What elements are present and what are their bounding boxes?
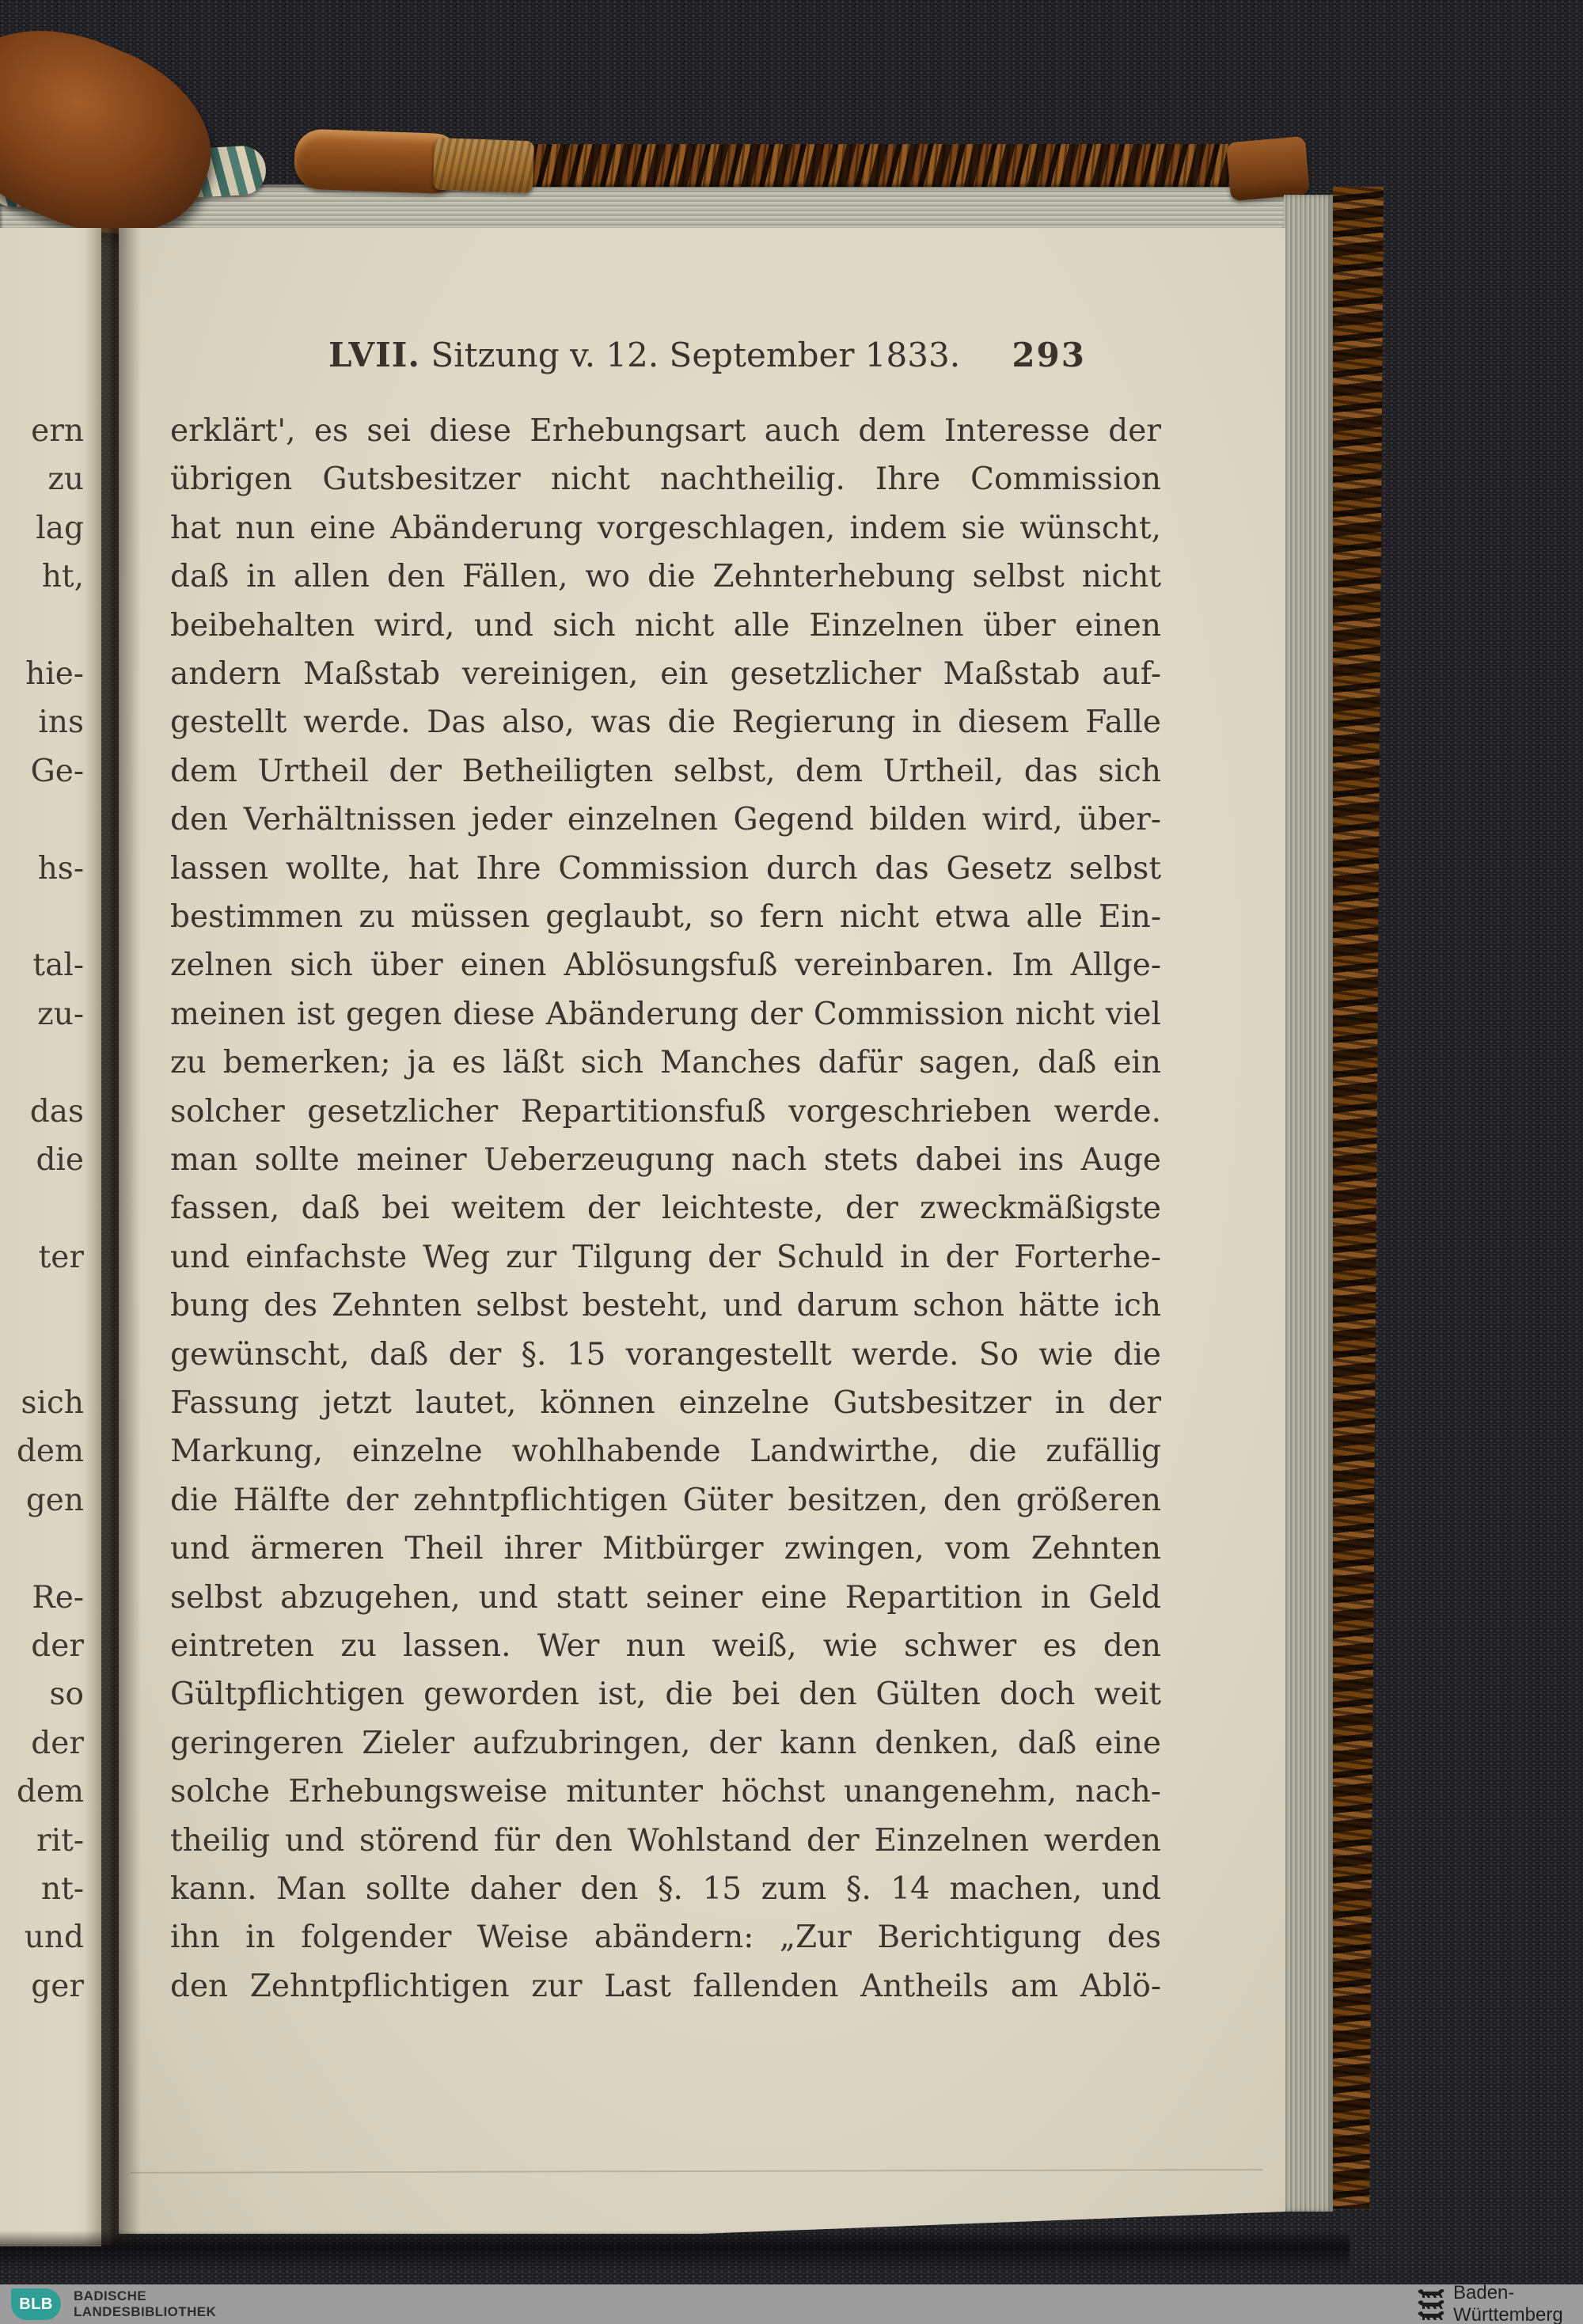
body-line: andern Maßstab vereinigen, ein gesetzlicher Maßstab auf-	[170, 656, 1161, 692]
body-line: und ärmeren Theil ihrer Mitbürger zwingen, vom Zehnten	[170, 1531, 1161, 1567]
facing-page-line-fragment: so	[49, 1677, 84, 1713]
body-line: zu bemerken; ja es läßt sich Manches dafür sagen, daß ein	[170, 1045, 1161, 1081]
body-line: übrigen Gutsbesitzer nicht nachtheilig. Ihre Commission	[170, 461, 1161, 498]
facing-page-line-fragment: und	[24, 1920, 84, 1956]
facing-page-line-fragment: gen	[25, 1482, 84, 1518]
gutter-fold-shadow	[85, 228, 141, 2245]
facing-page-line-fragment: rit-	[36, 1822, 84, 1859]
facing-page-line-fragment: ter	[38, 1239, 84, 1275]
body-line: solcher gesetzlicher Repartitionsfuß vorgeschrieben werde.	[170, 1093, 1161, 1130]
body-line: hat nun eine Abänderung vorgeschlagen, indem sie wünscht,	[170, 510, 1161, 546]
body-line: daß in allen den Fällen, wo die Zehnterhebung selbst nicht	[170, 559, 1161, 595]
spine-leather-torn-patch	[433, 138, 534, 193]
body-line: meinen ist gegen diese Abänderung der Commission nicht viel	[170, 996, 1161, 1032]
body-line: ihn in folgender Weise abändern: „Zur Berichtigung des	[170, 1920, 1161, 1956]
blb-logo-badge: BLB	[11, 2288, 61, 2320]
lion-icon	[1417, 2311, 1445, 2321]
body-line: bestimmen zu müssen geglaubt, so fern nicht etwa alle Ein-	[170, 899, 1161, 935]
body-line: Fassung jetzt lautet, können einzelne Gutsbesitzer in der	[170, 1385, 1161, 1421]
body-line: geringeren Zieler aufzubringen, der kann denken, daß eine	[170, 1725, 1161, 1761]
body-line: bung des Zehnten selbst besteht, und darum schon hätte ich	[170, 1288, 1161, 1324]
fore-edge-page-stack	[1284, 195, 1333, 2212]
body-line: den Zehntpflichtigen zur Last fallenden Antheils am Ablö-	[170, 1968, 1161, 2004]
body-line: theilig und störend für den Wohlstand der Einzelnen werden	[170, 1822, 1161, 1859]
facing-page-line-fragment: lag	[36, 510, 84, 546]
library-name-line2: LANDESBIBLIOTHEK	[74, 2304, 217, 2319]
facing-page-line-fragment: zu	[47, 461, 84, 498]
session-title: Sitzung v. 12. September 1833.	[431, 336, 961, 374]
page-bottom-shadow	[0, 2231, 1350, 2272]
body-line: dem Urtheil der Betheiligten selbst, dem Urtheil, das sich	[170, 753, 1161, 789]
body-line: die Hälfte der zehntpflichtigen Güter besitzen, den größeren	[170, 1482, 1161, 1518]
body-line: kann. Man sollte daher den §. 15 zum §. 14 machen, und	[170, 1871, 1161, 1907]
body-line: fassen, daß bei weitem der leichteste, der zweckmäßigste	[170, 1190, 1161, 1227]
top-board-marbled-edge	[507, 144, 1251, 187]
viewer-footer-bar	[0, 2284, 1583, 2324]
facing-page-line-fragment: dem	[16, 1434, 84, 1470]
body-line: gestellt werde. Das also, was die Regierung in diesem Falle	[170, 704, 1161, 741]
body-line: den Verhältnissen jeder einzelnen Gegend bilden wird, über-	[170, 802, 1161, 838]
session-number: LVII.	[328, 336, 421, 374]
body-line: selbst abzugehen, und statt seiner eine Repartition in Geld	[170, 1579, 1161, 1616]
body-line: Markung, einzelne wohlhabende Landwirthe, die zufällig	[170, 1434, 1161, 1470]
baden-wuerttemberg-coat-of-arms-icon	[1417, 2288, 1445, 2321]
facing-page-line-fragment: das	[29, 1093, 84, 1130]
lion-icon	[1417, 2299, 1445, 2310]
state-name: Baden-Württemberg	[1453, 2282, 1563, 2324]
body-line: beibehalten wird, und sich nicht alle Einzelnen über einen	[170, 607, 1161, 644]
body-line: Gültpflichtigen geworden ist, die bei den Gülten doch weit	[170, 1677, 1161, 1713]
library-name-line1: BADISCHE	[74, 2288, 146, 2303]
facing-page-line-fragment: Ge-	[30, 753, 84, 789]
body-line: erklärt', es sei diese Erhebungsart auch dem Interesse der	[170, 413, 1161, 449]
facing-page-line-fragment: hs-	[37, 850, 84, 887]
body-line: eintreten zu lassen. Wer nun weiß, wie schwer es den	[170, 1628, 1161, 1664]
body-line: gewünscht, daß der §. 15 vorangestellt werde. So wie die	[170, 1336, 1161, 1373]
page-header	[170, 336, 1161, 391]
body-line: solche Erhebungsweise mitunter höchst unangenehm, nach-	[170, 1774, 1161, 1810]
facing-page-line-fragment: zu-	[37, 996, 84, 1032]
top-right-corner-leather	[1226, 136, 1310, 201]
page-number: 293	[1012, 336, 1086, 374]
facing-page-line-fragment: hie-	[25, 656, 84, 692]
facing-page-line-fragment: tal-	[32, 947, 84, 984]
body-line: man sollte meiner Ueberzeugung nach stets dabei ins Auge	[170, 1142, 1161, 1178]
body-line: lassen wollte, hat Ihre Commission durch das Gesetz selbst	[170, 850, 1161, 887]
facing-page-line-fragment: ins	[38, 704, 84, 741]
facing-page-line-fragment: die	[36, 1142, 84, 1178]
facing-page-line-fragment: ern	[31, 413, 84, 449]
facing-page-line-fragment: ger	[31, 1968, 84, 2004]
facing-page-line-fragment: sich	[21, 1385, 84, 1421]
facing-page-line-fragment: dem	[16, 1774, 84, 1810]
facing-page-line-fragment: der	[31, 1628, 84, 1664]
lion-icon	[1417, 2288, 1445, 2299]
state-branding	[1417, 2284, 1583, 2324]
facing-page-line-fragment: nt-	[41, 1871, 84, 1907]
facing-page-line-fragment: Re-	[32, 1579, 84, 1616]
right-board-marbled-edge	[1333, 187, 1384, 2208]
body-line: zelnen sich über einen Ablösungsfuß vereinbaren. Im Allge-	[170, 947, 1161, 984]
facing-page-line-fragment: der	[31, 1725, 84, 1761]
body-line: und einfachste Weg zur Tilgung der Schuld in der Forterhe-	[170, 1239, 1161, 1275]
library-name	[74, 2288, 216, 2320]
chapter-heading	[328, 336, 960, 374]
facing-page-line-fragment: ht,	[41, 559, 84, 595]
